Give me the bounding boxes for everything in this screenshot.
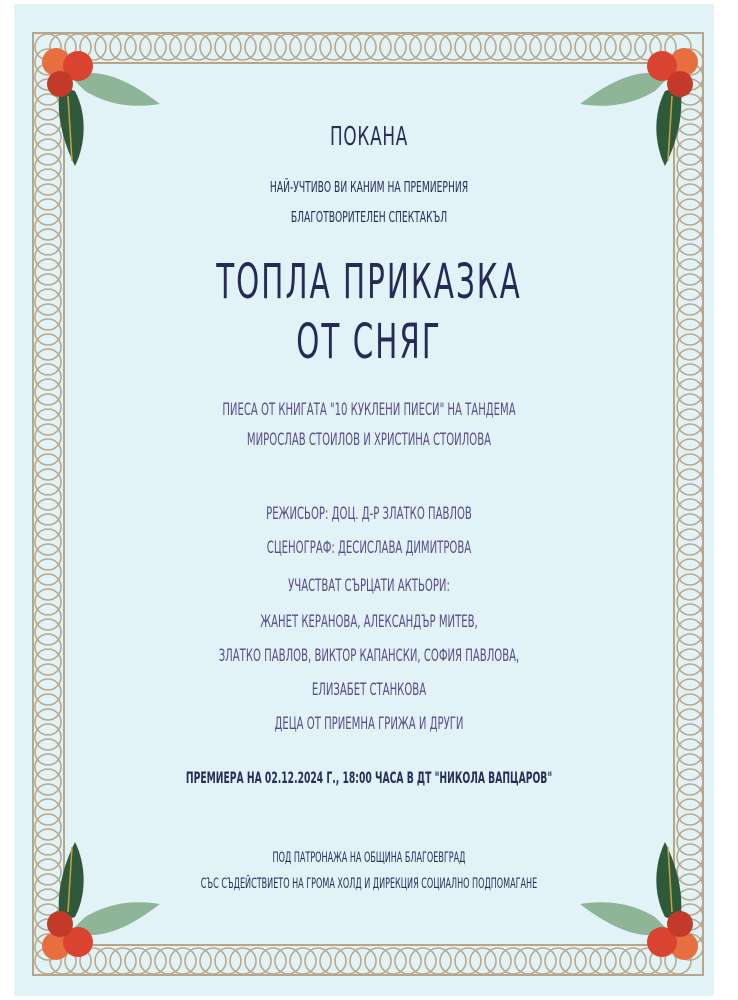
cast-line-4: ДЕЦА ОТ ПРИЕМНА ГРИЖА И ДРУГИ (274, 714, 464, 734)
intro-line-1: НАЙ-УЧТИВО ВИ КАНИМ НА ПРЕМИЕРНИЯ (269, 178, 469, 196)
scenographer-line: СЦЕНОГРАФ: ДЕСИСЛАВА ДИМИТРОВА (266, 538, 472, 558)
subtitle-line-1: ПИЕСА ОТ КНИГАТА "10 КУКЛЕНИ ПИЕСИ" НА ТАНДЕМА (222, 400, 516, 420)
intro-line-2: БЛАГОТВОРИТЕЛЕН СПЕКТАКЪЛ (290, 208, 448, 226)
director-line: РЕЖИСЬОР: ДОЦ. Д-Р ЗЛАТКО ПАВЛОВ (266, 504, 472, 524)
subtitle-line-2: МИРОСЛАВ СТОИЛОВ И ХРИСТИНА СТОИЛОВА (246, 430, 492, 450)
invitation-content (80, 0, 658, 1000)
premiere-line: ПРЕМИЕРА НА 02.12.2024 Г., 18:00 ЧАСА В ДТ "НИКОЛА ВАПЦАРОВ" (185, 768, 553, 787)
cast-heading: УЧАСТВАТ СЪРЦАТИ АКТЬОРИ: (288, 576, 450, 596)
show-title-line-2: ОТ СНЯГ (296, 314, 442, 370)
page-title: ПОКАНА (330, 122, 408, 152)
cast-line-2: ЗЛАТКО ПАВЛОВ, ВИКТОР КАПАНСКИ, СОФИЯ ПАВЛОВА, (218, 646, 520, 666)
cast-line-3: ЕЛИЗАБЕТ СТАНКОВА (311, 680, 427, 700)
cast-line-1: ЖАНЕТ КЕРАНОВА, АЛЕКСАНДЪР МИТЕВ, (260, 612, 478, 632)
show-title-line-1: ТОПЛА ПРИКАЗКА (216, 254, 522, 310)
patronage-line-2: СЪС СЪДЕЙСТВИЕТО НА ГРОМА ХОЛД И ДИРЕКЦИЯ СОЦИАЛНО ПОДПОМАГАНЕ (200, 876, 538, 892)
patronage-line-1: ПОД ПАТРОНАЖА НА ОБЩИНА БЛАГОЕВГРАД (272, 850, 466, 866)
